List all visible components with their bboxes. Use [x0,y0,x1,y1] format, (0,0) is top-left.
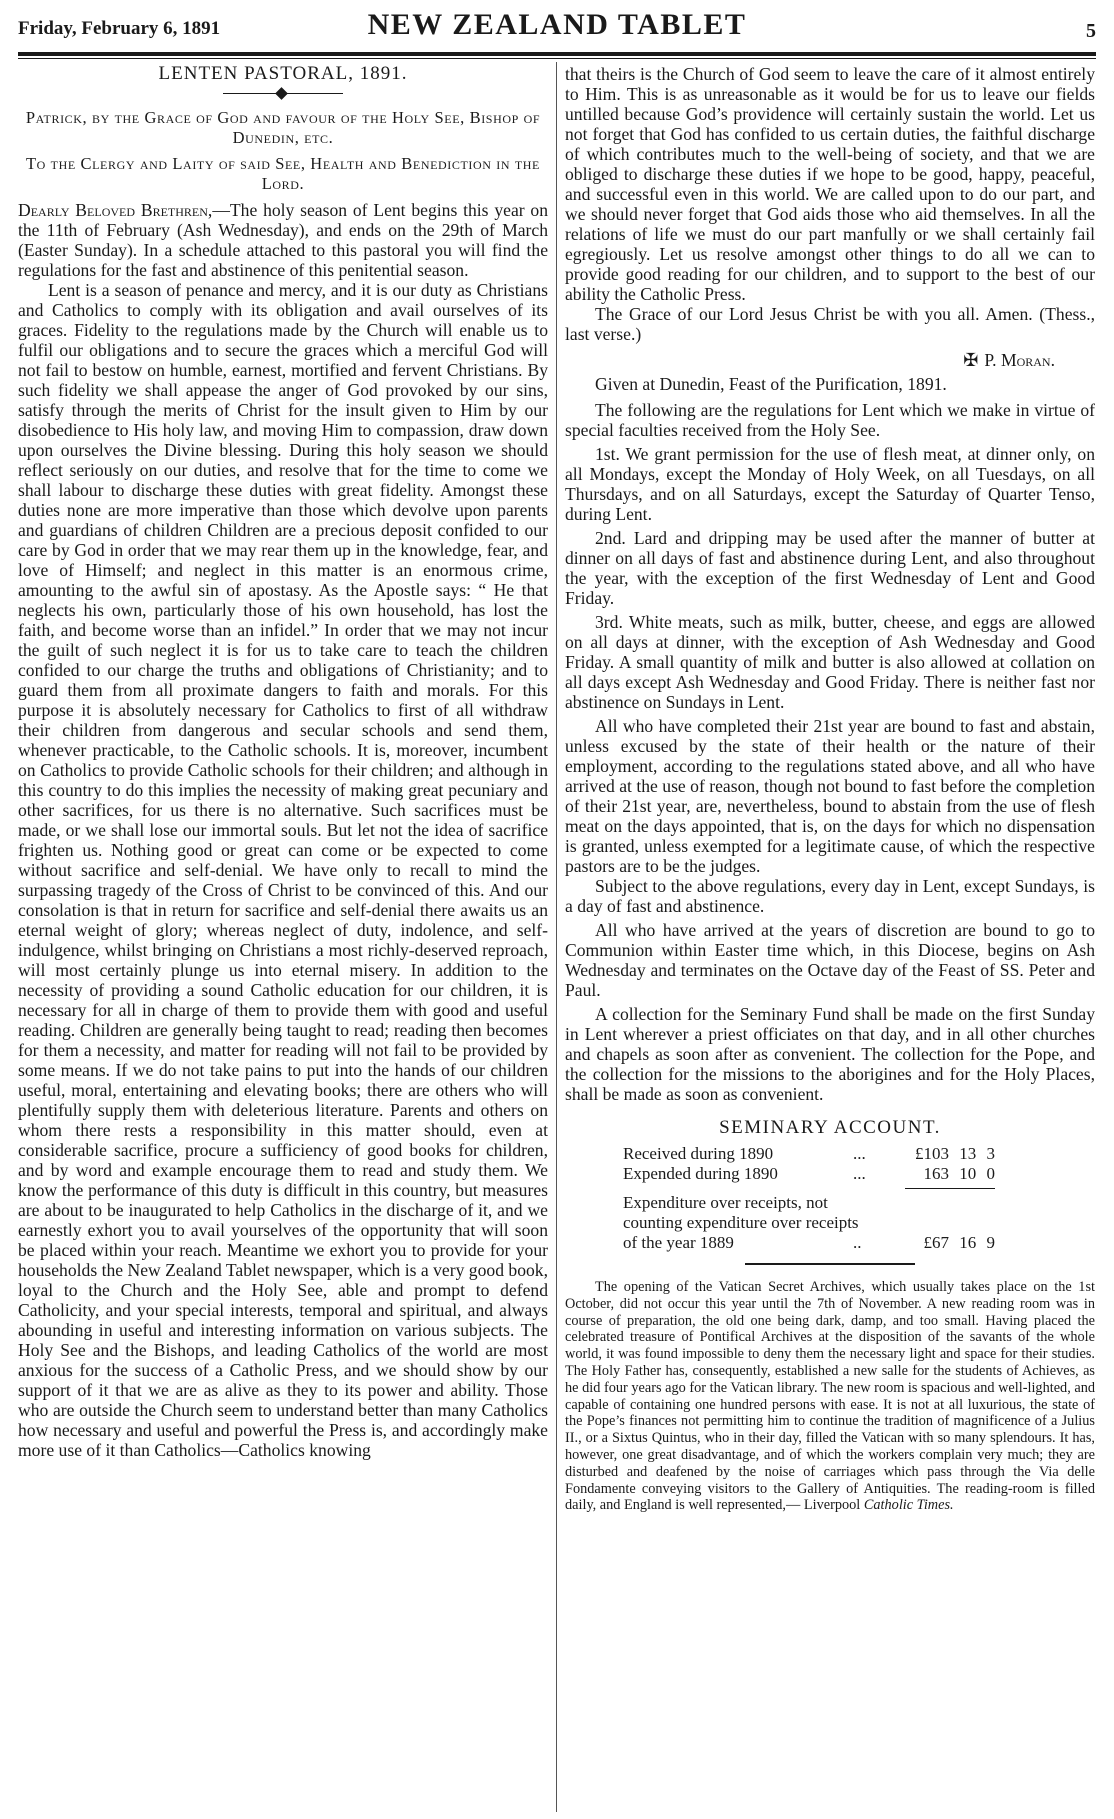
salutation: Dearly Beloved Brethren, [18,200,213,220]
pastoral-to: To the Clergy and Laity of said See, Health and Benediction in the Lord. [26,154,540,193]
account-row: Expended during 1890 ... 163 10 0 [623,1164,995,1183]
article-source-title: Catholic Times. [863,1497,954,1514]
paragraph-subject: Subject to the above regulations, every day in Lent, except Sundays, is a day of fast and abstinence. [565,876,1095,916]
signature-name: P. Moran. [984,350,1055,370]
expenditure-line: Expenditure over receipts, not [623,1193,828,1212]
account-row: Received during 1890 ... £103 13 3 [623,1144,995,1163]
newspaper-title: NEW ZEALAND TABLET [367,8,747,41]
seminary-account [623,1144,995,1253]
page-number: 5 [1086,20,1096,42]
regulation-2: 2nd. Lard and dripping may be used after the manner of butter at dinner on all days of fast and abstinence during Lent, and also throughout the year, with the exception of the first Wednesday of Lent and Good Friday. [565,528,1095,608]
masthead-rule-thin [18,58,1096,59]
regulation-3: 3rd. White meats, such as milk, butter, cheese, and eggs are allowed on all days at dinner, with the exception of Ash Wednesday and Good Friday. A small quantity of milk and butter is also allowed at collation on all days except Ash Wednesday and Good Friday. There is neither fast nor abstinence on Sundays in Lent. [565,612,1095,712]
sum-rule [905,1188,995,1189]
regulation-1: 1st. We grant permission for the use of flesh meat, at dinner only, on all Mondays, except the Monday of Holy Week, on all Tuesdays, on all Thursdays, and on all Saturdays, except the Saturday of Quarter Tenso, during Lent. [565,444,1095,524]
signature [565,350,1095,370]
paragraph-intro: —The holy season of Lent begins this year on the 11th of February (Ash Wednesday), and ends on the 29th of March (Easter Sunday). In a schedule attached to this pastoral you will find the regulations for the fast and abstinence of this penitential season. [18,200,549,280]
issue-date: Friday, February 6, 1891 [18,18,221,39]
pastoral-from: Patrick, by the Grace of God and favour of the Holy See, Bishop of Dunedin, etc. [25,108,541,147]
paragraph-collection: A collection for the Seminary Fund shall be made on the first Sunday in Lent wherever a priest officiates on that day, and in all other churches and chapels as soon after as convenient. The collection for the Pope, and the collection for the missions to the aborigines and for the Holy Places, shall be made as soon as convenient. [565,1004,1095,1104]
blessing: The Grace of our Lord Jesus Christ be with you all. Amen. (Thess., last verse.) [565,304,1095,344]
paragraph-continued: that theirs is the Church of God seem to leave the care of it almost entirely to Him. This is as unreasonable as it would be for us to leave our fields untilled because God’s providence will certainly sustain the world. Let us not forget that God has confided to us certain duties, the faithful discharge of which contributes much to the well-being of society, and that we are obliged to discharge these duties if we hope to be good, happy, peaceful, and successful even in this world. We are called upon to do our part, and we should never forget that God aids those who aid themselves. In all the relations of life we must do our part manfully or we shall certainly fail egregiously. Let us resolve amongst other things to do all we can to provide good reading for our children, and to support to the best of our ability the Catholic Press. [565,64,1095,304]
seminary-title: SEMINARY ACCOUNT. [719,1117,941,1138]
vatican-article: The opening of the Vatican Secret Archives, which usually takes place on the 1st October, did not occur this year until the 7th of November. A new reading room was in course of preparation, the old one being dark, damp, and too small. Having placed the celebrated treasure of Pontifical Archives at the disposition of the savants of the whole world, it was found impossible to deny them the necessary light and space for their studies. The Holy Father has, consequently, established a new salle for the students of Achieves, as he did four years ago for the Vatican library. The new room is spacious and well-lighted, and capable of containing one hundred persons with ease. It is not at all luxurious, the state of the Pope’s finances not permitting him to continue the tradition of magnificence of a Julius II., or a Sixtus Quintus, who in their day, filled the Vatican with so many splendours. It has, however, one great disadvantage, and of which the workers complain very much; they are disturbed and deafened by the noise of carriages which pass through the Via delle Fondamente conveying visitors to the Gallery of Antiquities. The reading-room is filled daily, and England is well represented,— Liverpool Catholic Times. [565,1279,1095,1514]
cross-icon: ✠ [963,350,979,370]
given-at: Given at Dunedin, Feast of the Purification, 1891. [595,374,947,394]
regulations-intro: The following are the regulations for Lent which we make in virtue of special faculties received from the Holy See. [565,400,1095,440]
left-column [18,64,548,1460]
section-rule [745,1263,915,1265]
masthead [18,4,1096,54]
paragraph-age: All who have completed their 21st year are bound to fast and abstain, unless excused by the state of their health or the nature of their employment, according to the regulations stated above, and all who have arrived at the use of reason, though not bound to fast before the completion of their 21st year, are, nevertheless, bound to abstain from the use of flesh meat on the days appointed, that is, on the days for which no dispensation is granted, unless exempted for a legitimate cause, of which the respective pastors are to be the judges. [565,716,1095,876]
right-column [565,64,1095,1514]
account-row: of the year 1889 .. £67 16 9 [623,1233,995,1252]
paragraph-main: Lent is a season of penance and mercy, and it is our duty as Christians and Catholics to comply with its obligation and avail ourselves of its graces. Fidelity to the regulations made by the Church will enable us to fulfil our obligations and to secure the graces which a merciful God will not fail to bestow on humble, earnest, mortified and fervent Christians. By such fidelity we shall appease the anger of God provoked by our sins, satisfy through the merits of Christ for the insult given to Him by our disobedience to His holy law, and moving Him to compassion, draw down upon ourselves the Divine blessing. During this holy season we should reflect seriously on our duties, and resolve that for the time to come we shall labour to discharge these duties with great fidelity. Amongst these duties none are more imperative than those which devolve upon parents and guardians of children Children are a precious deposit confided to our care by God in order that we may rear them up in the knowledge, fear, and love of Himself; and neglect in this matter is an enormous crime, amounting to the awful sin of apostasy. As the Apostle says: “ He that neglects his own, particularly those of his own household, has lost the faith, and become worse than an infidel.” In order that we may not incur the guilt of such neglect it is for us to take care to teach the children confided to our charge the truths and obligations of Christianity; and to guard them from all proximate dangers to faith and morals. For this purpose it is absolutely necessary for Catholics to first of all withdraw their children from dangerous and secular schools and send them, whenever practicable, to the Catholic schools. It is, moreover, incumbent on Catholics to provide Catholic schools for their children; and although in this country to do this implies the necessity of making great pecuniary and other sacrifices, for us there is no alternative. Such sacrifices must be made, or we shall lose our immortal souls. But let not the idea of sacrifice frighten us. Nothing good or great can come or be expected to come without sacrifice and self-denial. We have only to recall to mind the surpassing tragedy of the Cross of Christ to be convinced of this. And our consolation is that in return for sacrifice and self-denial there awaits us an eternal weight of glory; whereas neglect of duty, indolence, and self-indulgence, whilst bringing on Christians a most richly-deserved reproach, will most certainly plunge us into eternal misery. In addition to the necessity of providing a sound Catholic education for our children, it is necessary for all in charge of them to provide them with good and useful reading. Children are generally being taught to read; reading then becomes for them a necessity, and matter for reading will not fail to be provided by some means. If we do not take pains to put into the hands of our children useful, moral, entertaining and elevating books; there are others who will plentifully supply them with deleterious literature. Parents and others on whom there rests a responsibility in this matter should, even at considerable sacrifice, procure a sufficiency of good books for children, and by word and example encourage them to read and study them. We know the performance of this duty is difficult in this country, but measures are about to be inaugurated to help Catholics in the discharge of it, and we earnestly exhort you to avail yourselves of the opportunity that will soon be placed within your reach. Meantime we exhort you to provide for your households the New Zealand Tablet newspaper, which is a very good book, loyal to the Church and the Holy See, able and prompt to defend Catholicity, and your special interests, temporal and spiritual, and always abounding in useful and interesting information on various subjects. The Holy See and the Bishops, and leading Catholics of the world are most anxious for the success of a Catholic Press, and we should show by our support of it that we are as alive as they to its power and ability. Those who are outside the Church seem to understand better than many Catholics how necessary and useful and powerful the Press is, and accordingly make more use of it than Catholics—Catholics knowing [18,280,548,1460]
column-divider [556,62,557,1812]
pastoral-title: LENTEN PASTORAL, 1891. [158,63,408,84]
expenditure-line: counting expenditure over receipts [623,1213,859,1232]
masthead-rule [18,52,1096,56]
paragraph-communion: All who have arrived at the years of discretion are bound to go to Communion within Easter time which, in this Diocese, begins on Ash Wednesday and terminates on the Octave day of the Feast of SS. Peter and Paul. [565,920,1095,1000]
ornament-divider [223,88,343,100]
article-source: Liverpool [803,1497,861,1514]
